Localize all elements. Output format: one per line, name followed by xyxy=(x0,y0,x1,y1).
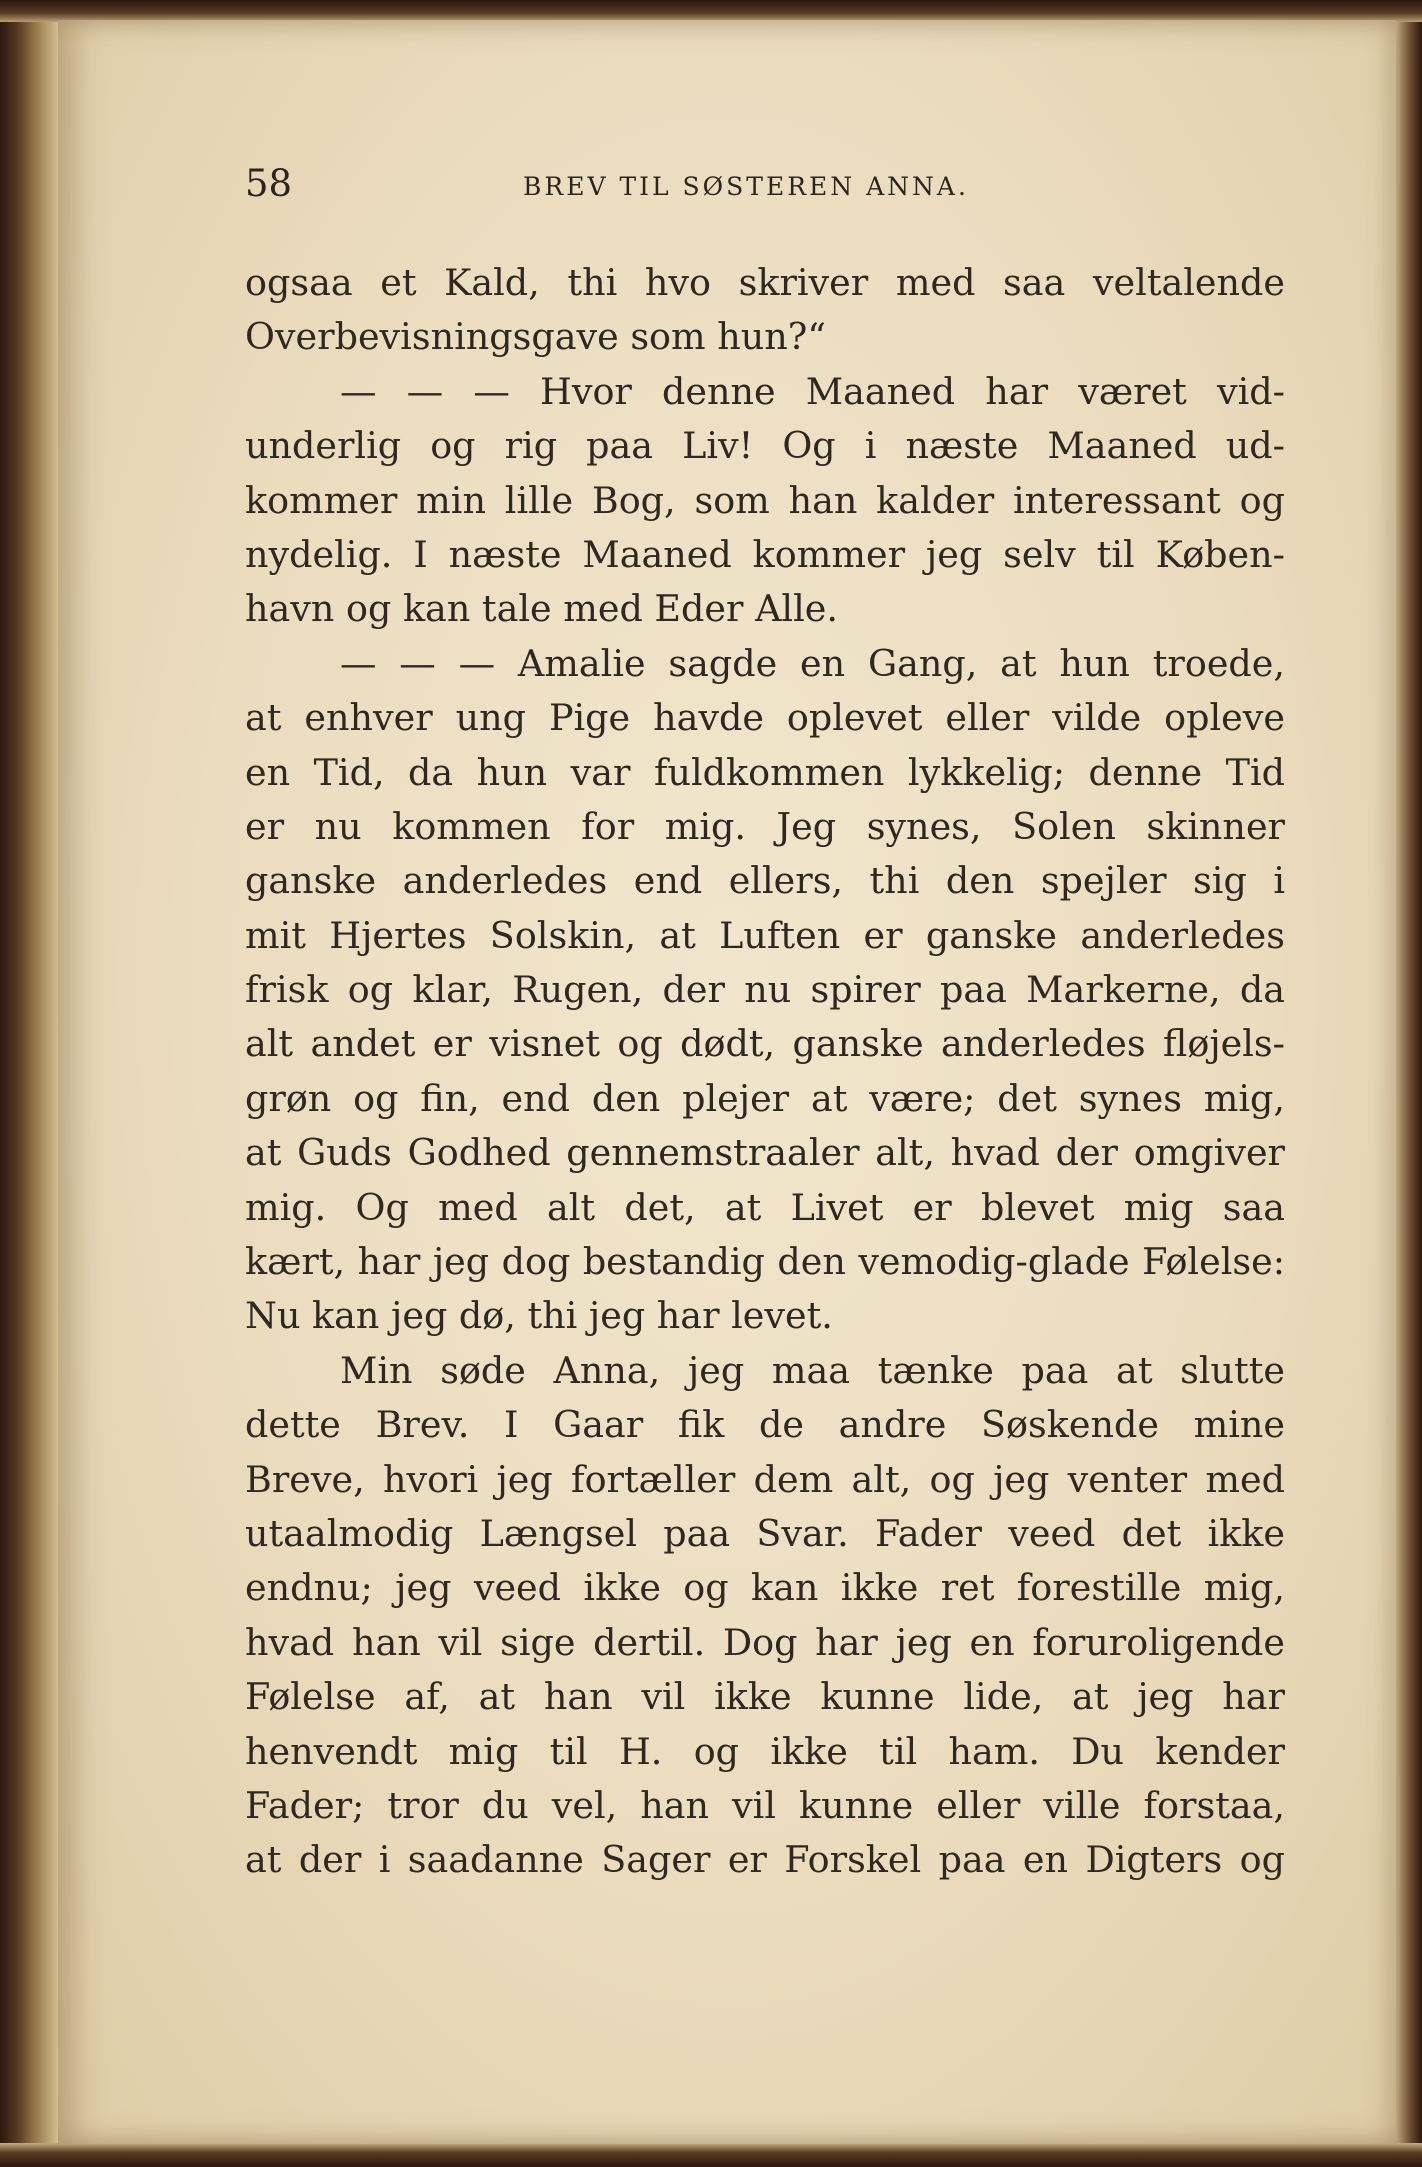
text-line: — — — Hvor denne Maaned har været vid- xyxy=(340,369,1285,413)
text-line: alt andet er visnet og dødt, ganske anderledes fløjels- xyxy=(245,1022,1285,1066)
text-line: underlig og rig paa Liv! Og i næste Maaned ud- xyxy=(245,424,1285,468)
text-line: ogsaa et Kald, thi hvo skriver med saa veltalende xyxy=(245,261,1285,304)
text-line: er nu kommen for mig. Jeg synes, Solen skinner xyxy=(245,804,1285,848)
text-line: Min søde Anna, jeg maa tænke paa at slutte xyxy=(340,1348,1285,1392)
text-line: henvendt mig til H. og ikke til ham. Du kender xyxy=(245,1729,1285,1773)
text-line: grøn og fin, end den plejer at være; det synes mig, xyxy=(245,1076,1285,1120)
text-line: endnu; jeg veed ikke og kan ikke ret forestille mig, xyxy=(245,1566,1285,1610)
text-line: havn og kan tale med Eder Alle. xyxy=(245,587,838,631)
page-header xyxy=(245,162,1295,212)
text-line: kært, har jeg dog bestandig den vemodig-glade Følelse: xyxy=(245,1240,1285,1284)
text-line: utaalmodig Længsel paa Svar. Fader veed det ikke xyxy=(245,1511,1285,1555)
text-line: hvad han vil sige dertil. Dog har jeg en foruroligende xyxy=(245,1620,1285,1664)
text-line: Fader; tror du vel, han vil kunne eller ville forstaa, xyxy=(245,1783,1285,1827)
running-head: BREV TIL SØSTEREN ANNA. xyxy=(523,172,969,201)
text-line: kommer min lille Bog, som han kalder interessant og xyxy=(245,478,1285,522)
text-line: nydelig. I næste Maaned kommer jeg selv til Køben- xyxy=(245,532,1285,576)
text-line: Følelse af, at han vil ikke kunne lide, at jeg har xyxy=(245,1675,1285,1719)
text-line: — — — Amalie sagde en Gang, at hun troede, xyxy=(340,641,1285,685)
text-line: Overbevisningsgave som hun?“ xyxy=(245,315,826,359)
text-line: frisk og klar, Rugen, der nu spirer paa Markerne, da xyxy=(245,968,1285,1012)
text-line: Nu kan jeg dø, thi jeg har levet. xyxy=(245,1294,833,1338)
book-binding-right xyxy=(1394,0,1422,2167)
page-number: 58 xyxy=(245,162,293,205)
book-binding-left xyxy=(0,0,60,2167)
text-line: mig. Og med alt det, at Livet er blevet mig saa xyxy=(245,1185,1285,1229)
book-edge-top xyxy=(0,0,1422,22)
text-line: at der i saadanne Sager er Forskel paa en Digters og xyxy=(245,1838,1285,1882)
book-edge-bottom xyxy=(0,2143,1422,2167)
body-text xyxy=(245,256,1285,1888)
text-line: Breve, hvori jeg fortæller dem alt, og jeg venter med xyxy=(245,1457,1285,1501)
text-line: dette Brev. I Gaar fik de andre Søskende mine xyxy=(245,1403,1285,1447)
text-line: at Guds Godhed gennemstraaler alt, hvad der omgiver xyxy=(245,1131,1285,1175)
text-line: mit Hjertes Solskin, at Luften er ganske anderledes xyxy=(245,913,1285,957)
text-line: en Tid, da hun var fuldkommen lykkelig; denne Tid xyxy=(245,750,1285,794)
text-line: ganske anderledes end ellers, thi den spejler sig i xyxy=(245,859,1285,903)
text-line: at enhver ung Pige havde oplevet eller vilde opleve xyxy=(245,696,1285,740)
